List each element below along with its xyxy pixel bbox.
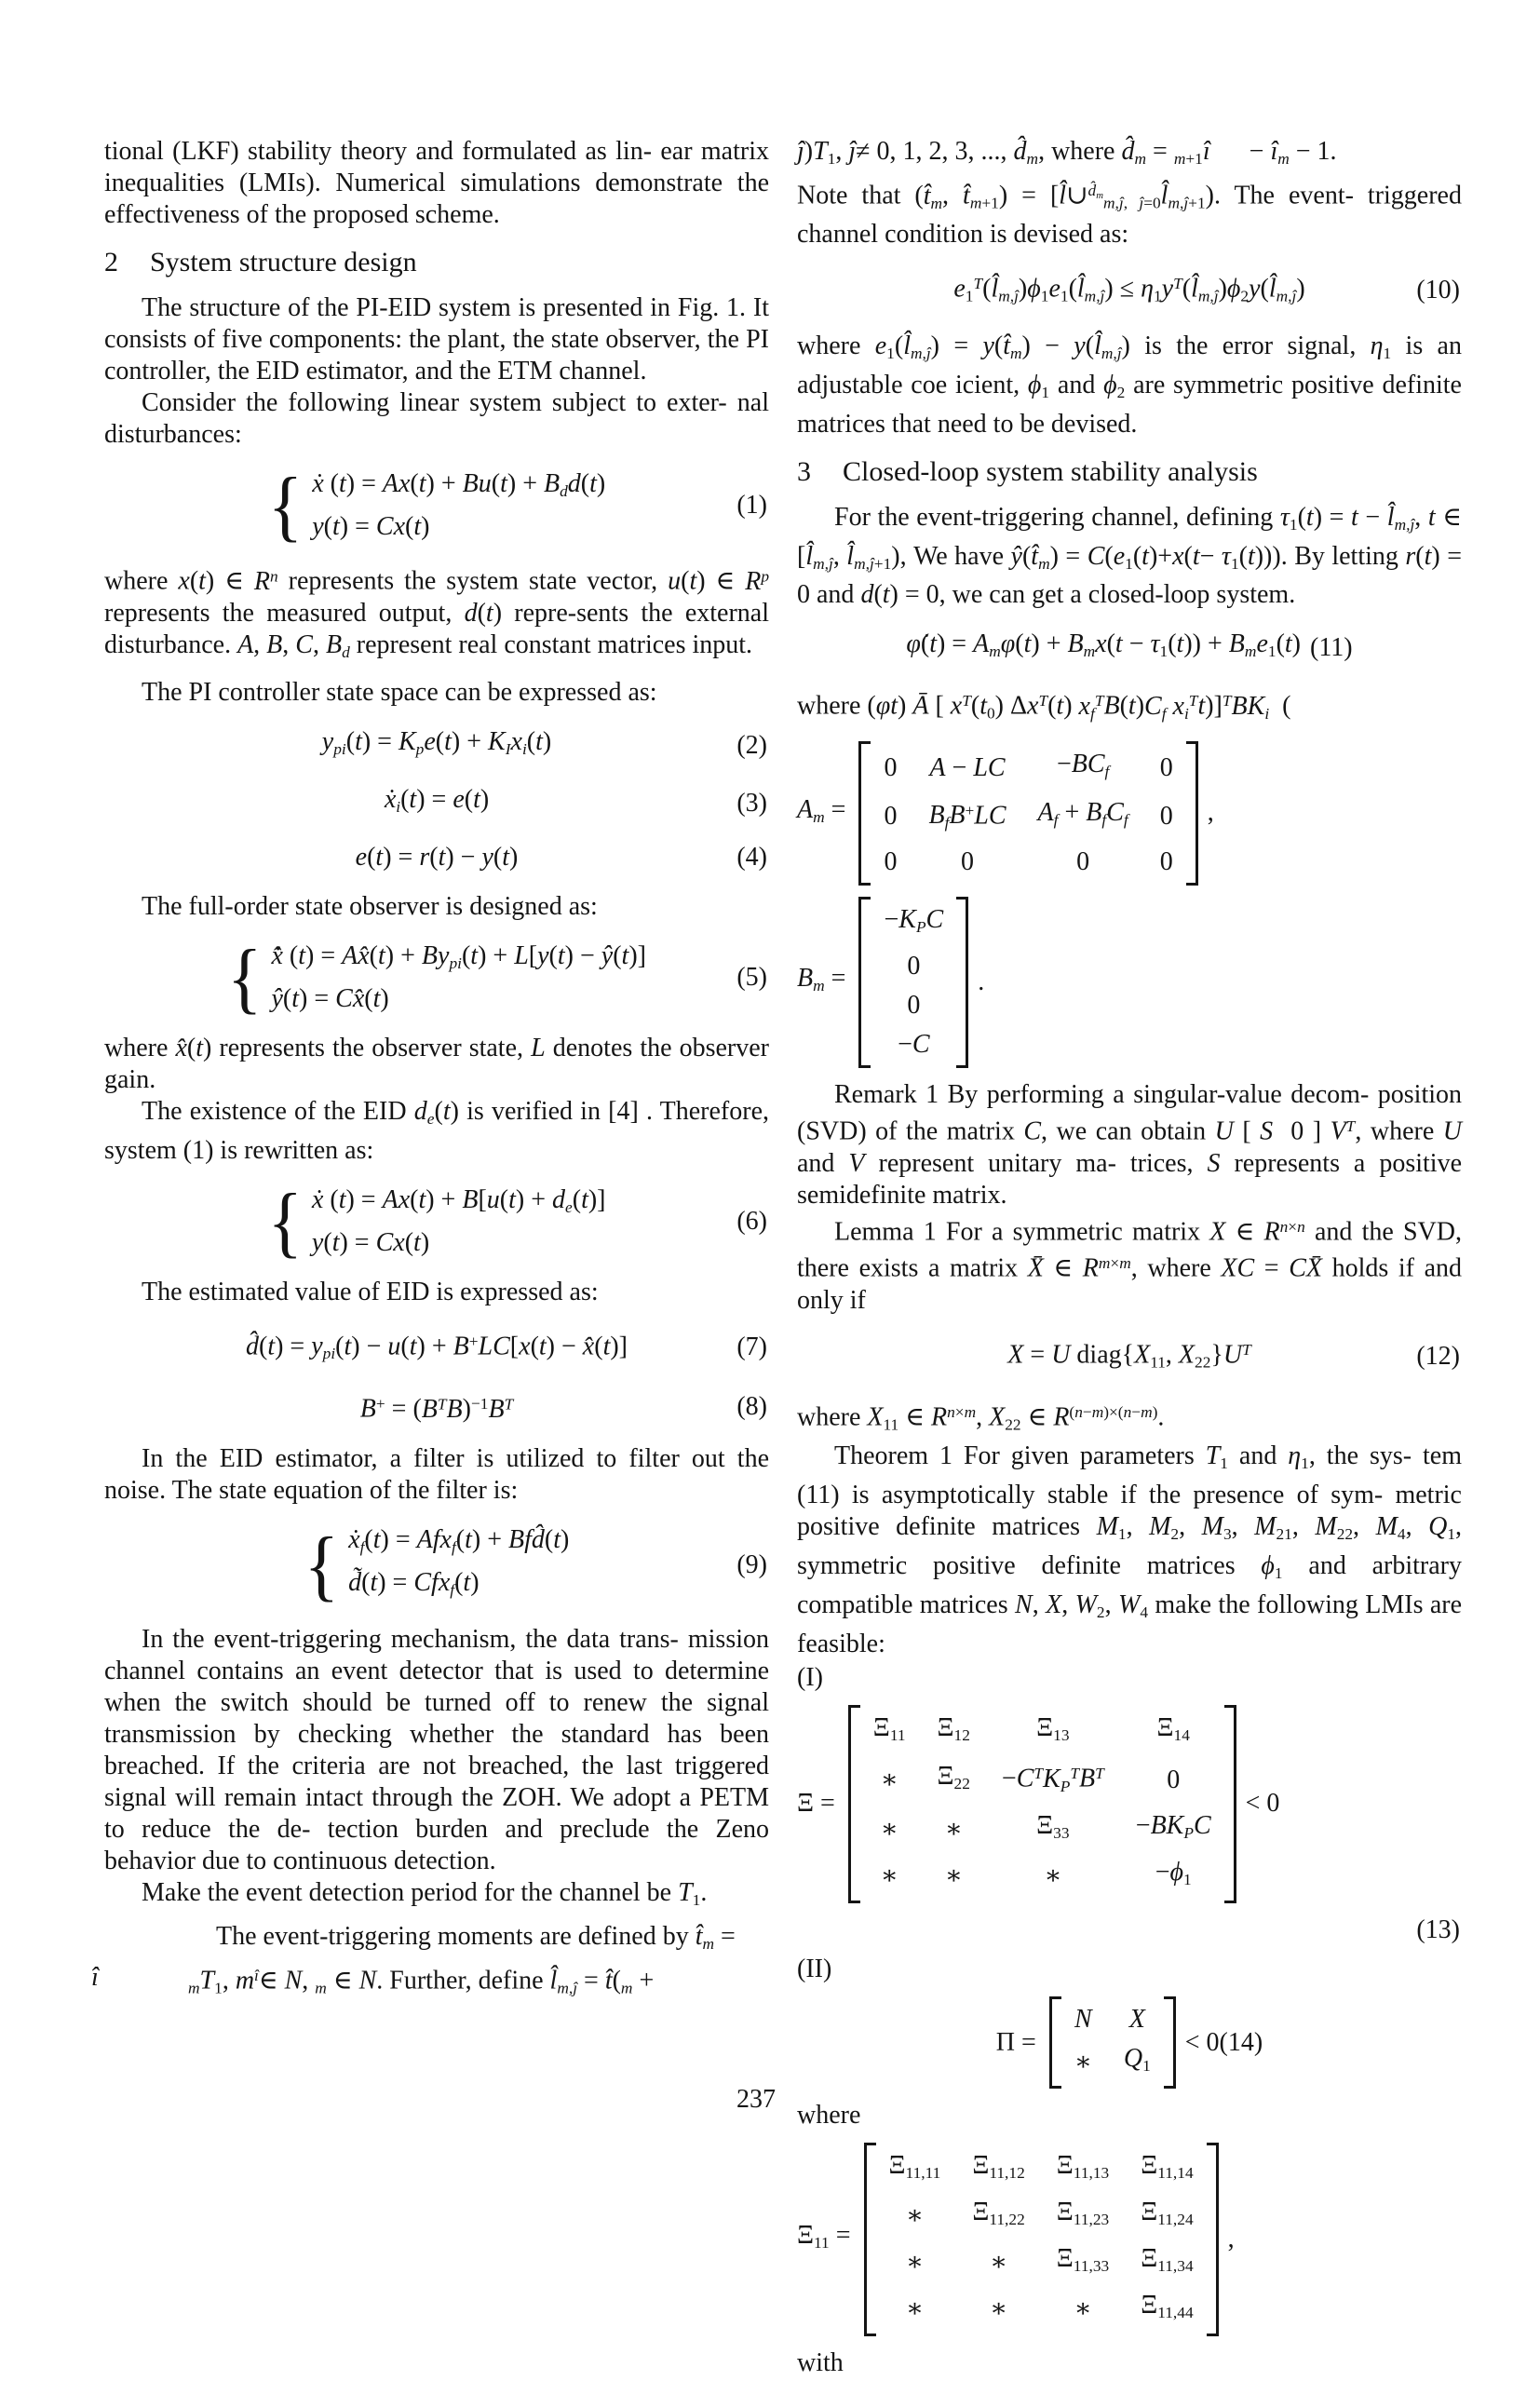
equation-11 [797,628,1462,669]
matrix-label: Π = [995,2027,1036,2057]
matrix-label: Ξ = [797,1789,835,1819]
matrix-cell: ∗ [990,2248,1008,2278]
equation-body: $y_{pi}(t) = K_pe(t) + K_Ix_i(t)$ [321,727,552,759]
matrix-cell: $\Xi_{11,34}$ [1141,2244,1194,2276]
matrix-cell: $\Xi_{22}$ [937,1762,970,1793]
equation-number: (10) [1416,276,1460,305]
matrix-cell: $-BK_PC$ [1135,1810,1211,1842]
equation-number: (5) [736,963,767,993]
matrix-cell: 0 [1159,802,1173,832]
section-heading-2 [104,246,769,279]
bracket-left [858,741,871,886]
matrix-cell: ∗ [905,2201,924,2231]
equation-number: (11) [1310,633,1353,663]
matrix-cell: 0 [1167,1765,1181,1795]
bracket-right [1224,1705,1236,1903]
matrix-suffix: , [1207,798,1214,828]
right-column [797,136,1462,2381]
lmi-label-I: (I) [797,1662,823,1692]
paragraph-structure: The structure of the PI-EID system is presented in Fig. 1. It consists of five components: the plant, the state observer, the PI controller, the EID estimator, and the ETM channel. [104,293,769,386]
section-heading-3 [797,455,1462,489]
equation-body: $e_1^T(l̂_{m,ĵ})\phi_1e_1(l̂_{m,ĵ})$ ≤ $\eta_1y^T(l̂_{m,ĵ})\phi_2y(l̂_{m,ĵ})$ [953,275,1305,305]
matrix-label: $B_m$ = [797,964,846,994]
bracket-left [864,2143,876,2335]
paragraph-consider: Consider the following linear system subject to exter- nal disturbances: [104,388,769,449]
bracket-right [956,897,968,1068]
paragraph-triggering-cont: $ĵ)T_1$, ĵ≠ 0, 1, 2, 3, ..., $d̂_m$, where $d̂_m$ = $_{m+1}$î − $î_m - 1$. [797,137,1337,168]
section-number: 3 [797,455,811,487]
bracket-left [858,897,871,1068]
left-column [91,136,770,2005]
matrix-cell: 0 [907,952,921,981]
equation-body: e(t) = r(t) − y(t) [355,843,519,873]
matrix-cell: $-BC_f$ [1056,749,1110,780]
equation-number: (3) [736,789,767,818]
matrix-cell: X [1128,2004,1145,2034]
paragraph-triggering-moments [91,1921,769,2004]
stray-i-hat: î [91,1963,99,1993]
equation-line: y(t) = Cx(t) [312,511,430,541]
equation-line: x̂̇ (t) = Ax̂(t) + $By_{pi}(t) + L[y(t)$ − ŷ(t)] [271,941,646,972]
equation-number: (2) [736,731,767,761]
matrix-cell: ∗ [1074,2047,1092,2077]
equation-10 [797,267,1462,314]
matrix-cell: ∗ [905,2293,924,2323]
paragraph-pi-controller: The PI controller state space can be expressed as: [142,678,657,708]
matrix-cell: 0 [1076,847,1090,877]
matrix-cell: ∗ [880,1765,898,1795]
matrix-cell: ∗ [905,2248,924,2278]
matrix-cell: ∗ [1044,1860,1062,1890]
paragraph-where-phi: where (φt) Ā [ $x^T(t_0)$ $\Delta x^T(t)$ $x_f^TB(t)C_f$ $x_i^Tt)]^TBK_i$ ( [797,691,1291,723]
paragraph-etm: In the event-triggering mechanism, the data trans- mission channel contains an event detector that is used to determine when the switch should be turned off to renew the signal transmission by checking whether the standard has been breached. If the criteria are not breached, the last triggered signal will remain intact through the ZOH. We adopt a PETM to reduce the de- tection burden and preclude the Zeno behavior due to continuous detection. [104,1624,769,1875]
left-brace: { [227,933,263,1021]
matrix-cell: $\Xi_{11,12}$ [972,2151,1025,2183]
matrix-cell: 0 [961,847,974,877]
matrix-cell: $\Xi_{13}$ [1036,1712,1070,1744]
matrix-cell: $\Xi_{11,44}$ [1141,2291,1194,2321]
equation-number: (7) [736,1333,767,1362]
matrix-xi [797,1705,1462,1903]
matrix-pi [797,1996,1462,2090]
matrix-cell: $\Xi_{33}$ [1036,1810,1070,1842]
bracket-right [1207,2143,1219,2335]
equation-line: ŷ(t) = Cx̂(t) [271,983,389,1013]
matrix-cell: $\Xi_{11,22}$ [972,2198,1025,2229]
bracket-left [1049,1996,1061,2090]
matrix-cell: ∗ [990,2293,1008,2323]
equation-number: (8) [736,1392,767,1422]
left-brace: { [304,1521,340,1609]
matrix-cell: $\Xi_{11,24}$ [1141,2198,1194,2229]
equation-12 [797,1333,1462,1380]
equation-5 [104,933,769,1021]
equation-number: (12) [1416,1341,1460,1371]
equation-line: ẋ$_f$(t) = Afx$_f$(t) + Bfd̂(t) [348,1524,570,1556]
equation-2 [104,725,769,766]
matrix-cell: 0 [884,847,898,877]
matrix-cell: $\Xi_{12}$ [937,1712,970,1744]
equation-number: (13) [1416,1914,1460,1944]
equation-8 [104,1387,769,1427]
paragraph-remark-1: Remark 1 By performing a singular-value decom- position (SVD) of the matrix C, we can obtain U [ S 0 ] $V^T$, where U and V represent unitary ma- trices, S represents a positive semidefinite matrix. [797,1080,1463,1210]
equation-9 [104,1523,769,1607]
equation-body: X = U $diag\{X_{11}$, $X_{22}\}U^T$ [1007,1340,1251,1372]
matrix-bm [797,897,1462,1068]
equation-body: ẋ$_i$(t) = e(t) [384,785,490,817]
matrix-label: $A_m$ = [797,794,846,826]
matrix-cell: $-\phi_1$ [1155,1857,1192,1888]
matrix-cell: A − LC [929,752,1006,782]
moments-line-1: The event-triggering moments are defined by $t̂_m$ = [216,1922,736,1954]
matrix-suffix: . [978,967,985,997]
equation-line: y(t) = Cx(t) [311,1227,430,1257]
equation-line: ẋ $(t) = Ax(t) + Bu(t) + B_dd(t)$ [312,469,606,500]
left-brace: { [267,1177,303,1265]
equation-line: d̃(t) = Cfx$_f$(t) [348,1567,480,1599]
matrix-cell: $\Xi_{11,11}$ [888,2151,941,2183]
matrix-xi11 [797,2143,1462,2335]
matrix-cell: $\Xi_{11,33}$ [1056,2244,1110,2276]
paragraph-error-signal: where $e_1(l̂_{m,ĵ})$ = $y(t̂_m)$ − $y(l̂_{m,ĵ})$ is the error signal, $\eta_1$ is an adjustable coe icient, $\phi_1$ and $\phi_2$ are symmetric positive definite matrices that need to be devised. [797,331,1462,439]
matrix-cell: N [1074,2004,1092,2034]
paragraph-observer: The full-order state observer is designed as: [142,892,598,922]
paragraph-theorem-1: Theorem 1 For given parameters $T_1$ and $\eta_1$, the sys- tem (11) is asymptotically stable if the presence of sym- metric positive definite matrices $M_1$, $M_2$, $M_3$, $M_{21}$, $M_{22}$, $M_4$, $Q_1$, symmetric positive definite matrices $\phi_1$ and arbitrary compatible matrices N, X, $W_2$, $W_4$ make the following LMIs are feasible: [797,1441,1463,1658]
matrix-cell: 0 [907,991,921,1020]
section-title: System structure design [150,247,417,277]
matrix-cell: 0 [1159,847,1173,877]
paragraph-observer-gain: where x̂(t) represents the observer state, L denotes the observer gain. [104,1033,770,1094]
equation-body: d̂(t) = $y_{pi}(t) - u(t) + B^+LC[x(t)$ − x̂(t)] [245,1332,628,1363]
matrix-cell: ∗ [880,1814,898,1844]
matrix-cell: $\Xi_{14}$ [1156,1712,1190,1744]
bracket-right [1186,741,1198,886]
matrix-cell: $\Xi_{11,23}$ [1056,2198,1110,2229]
equation-number: (6) [736,1206,767,1236]
equation-1 [104,461,769,549]
paragraph-eid-existence: The existence of the EID $d_e(t)$ is verified in [4] . Therefore, system (1) is rewritten as: [104,1096,769,1165]
lmi-label-II: (II) [797,1954,832,1983]
matrix-cell: $Q_1$ [1123,2043,1151,2075]
equation-3 [104,783,769,824]
matrix-suffix: < 0 [1245,1789,1280,1819]
matrix-cell: ∗ [944,1814,963,1844]
equation-number: (1) [736,490,767,520]
paragraph-where-system: where x(t) ∈ $R^n$ represents the system state vector, u(t) ∈ $R^p$ represents the measured output, d(t) repre-sents the external disturbance. A, B, C, $B_d$ represent real constant matrices input. [104,566,770,661]
paragraph-defining-tau: For the event-triggering channel, defining $\tau_1(t) = t$ − $l̂_{m,ĵ}$, t ∈ [$l̂_{m,ĵ}$, $l̂_{m,ĵ+1}$), We have $ŷ(t̂_m) = C(e_1(t)+x(t- \tau_1(t)))$. By letting r(t) = 0 and d(t) = 0, we can get a closed-loop system. [797,502,1463,610]
paragraph-detection-period: Make the event detection period for the channel be $T_1$. [142,1877,708,1909]
with-label: with [797,2347,844,2377]
section-title: Closed-loop system stability analysis [843,455,1258,487]
matrix-suffix: , [1227,2225,1235,2254]
left-brace: { [267,461,304,549]
matrix-suffix: < 0 [1184,2027,1220,2057]
matrix-cell: −C [898,1030,930,1059]
page-number: 237 [736,2085,776,2114]
bracket-right [1164,1996,1176,2090]
paragraph-where-x11: where $X_{11}$ ∈ $R^{n\times m}$, $X_{22}$ ∈ $R^{(n-m)\times(n-m)}$. [797,1402,1165,1434]
matrix-cell: ∗ [880,1860,898,1890]
equation-body: $B^+ = (B^TB)^{-1}B^T$ [359,1394,514,1424]
equation-line: ẋ $(t) = Ax(t) + B[u(t) + d_e(t)]$ [311,1184,606,1216]
bracket-left [848,1705,860,1903]
equation-6 [104,1177,769,1265]
matrix-cell: $\Xi_{11,14}$ [1141,2151,1194,2183]
matrix-cell: $A_f + B_fC_f$ [1037,798,1128,830]
paragraph-filter: In the EID estimator, a filter is utilized to filter out the noise. The state equation of the filter is: [104,1443,769,1505]
equation-4 [104,841,769,874]
matrix-cell: $\Xi_{11,13}$ [1056,2151,1110,2183]
equation-number: (14) [1219,2027,1263,2057]
equation-body: φ̇(t) = $A_m\varphi(t) + B_mx(t - \tau_1(t)) + B_me_1(t)$ [906,629,1301,661]
matrix-cell: $B_fB^+LC$ [928,801,1006,832]
matrix-cell: 0 [1159,752,1173,782]
matrix-cell: $-K_PC$ [884,905,944,936]
matrix-cell: 0 [884,802,898,832]
equation-7 [104,1325,769,1372]
paragraph-lemma-1: Lemma 1 For a symmetric matrix X ∈ $R^{n\times n}$ and the SVD, there exists a matrix X̄ ∈ $R^{m\times m}$, where XC = CX̄ holds if and only if [797,1217,1463,1316]
matrix-label: $\Xi_{11}$ = [797,2221,851,2252]
where-label: where [797,2101,861,2131]
equation-number: (4) [736,843,767,873]
paragraph-note: Note that ($t̂_m$, $t̂_{m+1}$) = $[l̂\cup^{d̂_m}_{m,ĵ, ĵ=0}l̂_{m,ĵ+1})$. The event- triggered channel condition is devised as: [797,181,1462,250]
equation-number: (9) [736,1549,767,1579]
matrix-am [797,741,1462,886]
matrix-cell: ∗ [1074,2293,1092,2323]
matrix-cell: ∗ [944,1860,963,1890]
matrix-cell: 0 [884,752,898,782]
paragraph-intro: tional (LKF) stability theory and formulated as lin- ear matrix inequalities (LMIs). Numerical simulations demonstrate the effectiveness of the proposed scheme. [104,137,769,229]
section-number: 2 [104,247,118,277]
paragraph-estimated-eid: The estimated value of EID is expressed as: [142,1277,599,1306]
matrix-cell: $\Xi_{11}$ [872,1712,906,1744]
matrix-cell: $-C^TK_P^TB^T$ [1001,1765,1104,1795]
moments-line-2: $_mT_1$, $m^î\in$ N, $_m$ ∈ N. Further, define $l̂_{m,ĵ}$ = $t̂(_m$ + [188,1967,655,1997]
